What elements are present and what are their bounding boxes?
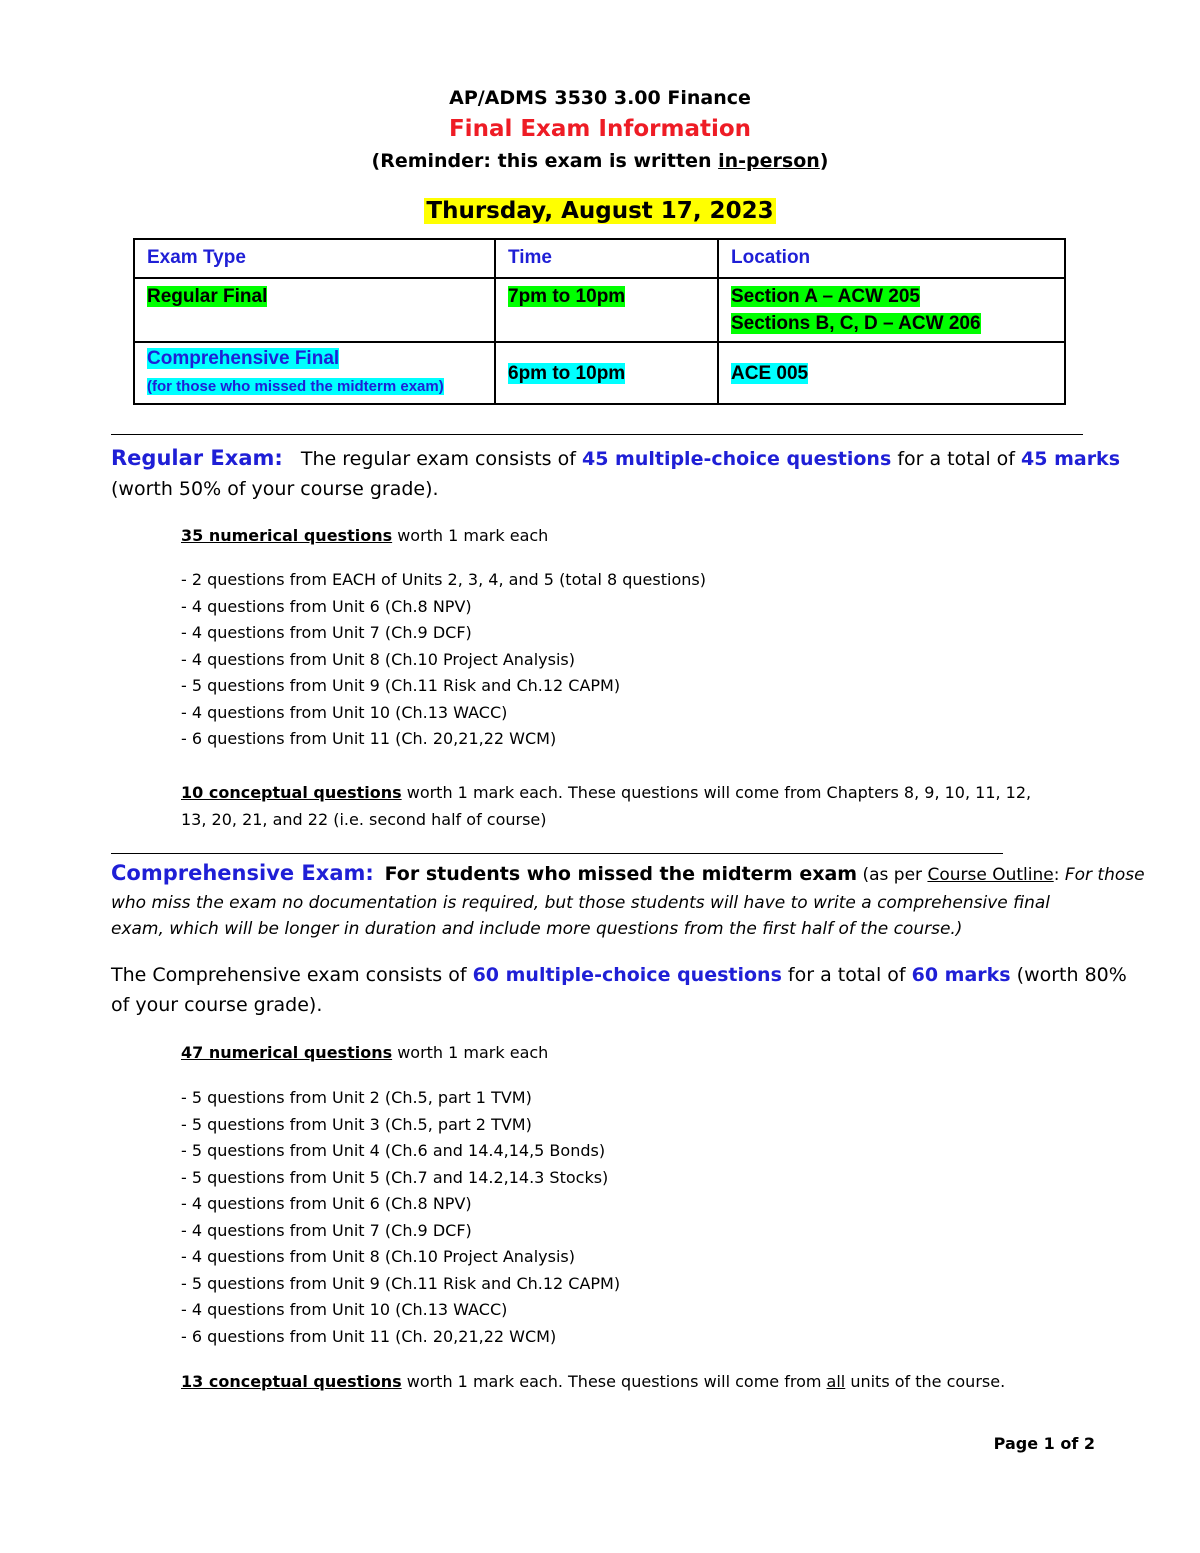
header-time: Time [495, 239, 718, 278]
list-item: - 5 questions from Unit 9 (Ch.11 Risk and Ch.12 CAPM) [181, 676, 621, 695]
list-item: - 4 questions from Unit 8 (Ch.10 Project Analysis) [181, 1247, 575, 1266]
location-cell: Section A – ACW 205 Sections B, C, D – ACW 206 [718, 278, 1065, 342]
comprehensive-summary: The Comprehensive exam consists of 60 multiple-choice questions for a total of 60 marks (worth 80% [111, 964, 1127, 986]
regular-question-list [181, 567, 706, 753]
time-cell: 7pm to 10pm [495, 278, 718, 342]
regular-exam-weight: (worth 50% of your course grade). [111, 478, 439, 500]
regular-exam-intro: Regular Exam: The regular exam consists of 45 multiple-choice questions for a total of 45 marks [111, 446, 1121, 470]
table-row [134, 342, 1065, 404]
time-cell: 6pm to 10pm [495, 342, 718, 404]
list-item: - 6 questions from Unit 11 (Ch. 20,21,22 WCM) [181, 729, 557, 748]
header-location: Location [718, 239, 1065, 278]
list-item: - 5 questions from Unit 2 (Ch.5, part 1 TVM) [181, 1088, 532, 1107]
regular-conceptual: 10 conceptual questions worth 1 mark each. These questions will come from Chapters 8, 9, 10, 11, 12, 13, 20, 21, and 22 (i.e. second half of course) [181, 783, 1032, 829]
section-divider [111, 853, 1003, 854]
exam-schedule-table [133, 238, 1066, 405]
comprehensive-conceptual: 13 conceptual questions worth 1 mark each. These questions will come from all units of the course. [181, 1372, 1006, 1391]
page-number: Page 1 of 2 [993, 1434, 1095, 1453]
list-item: - 4 questions from Unit 6 (Ch.8 NPV) [181, 1194, 472, 1213]
header-exam-type: Exam Type [134, 239, 495, 278]
comprehensive-policy-line: who miss the exam no documentation is required, but those students will have to write a comprehensive final [111, 893, 1051, 913]
list-item: - 4 questions from Unit 7 (Ch.9 DCF) [181, 623, 472, 642]
table-header-row [134, 239, 1065, 278]
list-item: - 4 questions from Unit 7 (Ch.9 DCF) [181, 1220, 472, 1240]
table-row [134, 278, 1065, 342]
exam-type-cell: Comprehensive Final (for those who missed the midterm exam) [134, 342, 495, 404]
list-item: - 4 questions from Unit 10 (Ch.13 WACC) [181, 1300, 508, 1319]
list-item: - 6 questions from Unit 11 (Ch. 20,21,22 WCM) [181, 1326, 557, 1346]
list-item: - 5 questions from Unit 9 (Ch.11 Risk and Ch.12 CAPM) [181, 1273, 621, 1293]
list-item: - 5 questions from Unit 4 (Ch.6 and 14.4,14,5 Bonds) [181, 1141, 606, 1160]
regular-numerical-heading: 35 numerical questions worth 1 mark each [181, 526, 549, 545]
reminder: (Reminder: this exam is written in-person) [371, 150, 829, 172]
list-item: - 5 questions from Unit 3 (Ch.5, part 2 TVM) [181, 1114, 532, 1134]
comprehensive-question-list [181, 1085, 620, 1350]
course-title: AP/ADMS 3530 3.00 Finance [449, 87, 751, 109]
comprehensive-numerical-heading: 47 numerical questions worth 1 mark each [181, 1043, 549, 1062]
comprehensive-exam-intro: Comprehensive Exam: For students who missed the midterm exam (as per Course Outline: For those [111, 861, 1145, 885]
list-item: - 4 questions from Unit 10 (Ch.13 WACC) [181, 702, 508, 722]
exam-type-cell: Regular Final [134, 278, 495, 342]
page-title: Final Exam Information [448, 116, 752, 142]
list-item: - 4 questions from Unit 6 (Ch.8 NPV) [181, 596, 472, 616]
exam-date: Thursday, August 17, 2023 [426, 198, 774, 224]
list-item: - 5 questions from Unit 5 (Ch.7 and 14.2,14.3 Stocks) [181, 1167, 609, 1187]
comprehensive-weight: of your course grade). [111, 994, 323, 1016]
list-item: - 2 questions from EACH of Units 2, 3, 4, and 5 (total 8 questions) [181, 570, 706, 589]
comprehensive-policy-line: exam, which will be longer in duration and include more questions from the first half of the course.) [111, 919, 963, 939]
location-cell: ACE 005 [718, 342, 1065, 404]
section-divider [111, 434, 1083, 435]
list-item: - 4 questions from Unit 8 (Ch.10 Project Analysis) [181, 649, 575, 669]
